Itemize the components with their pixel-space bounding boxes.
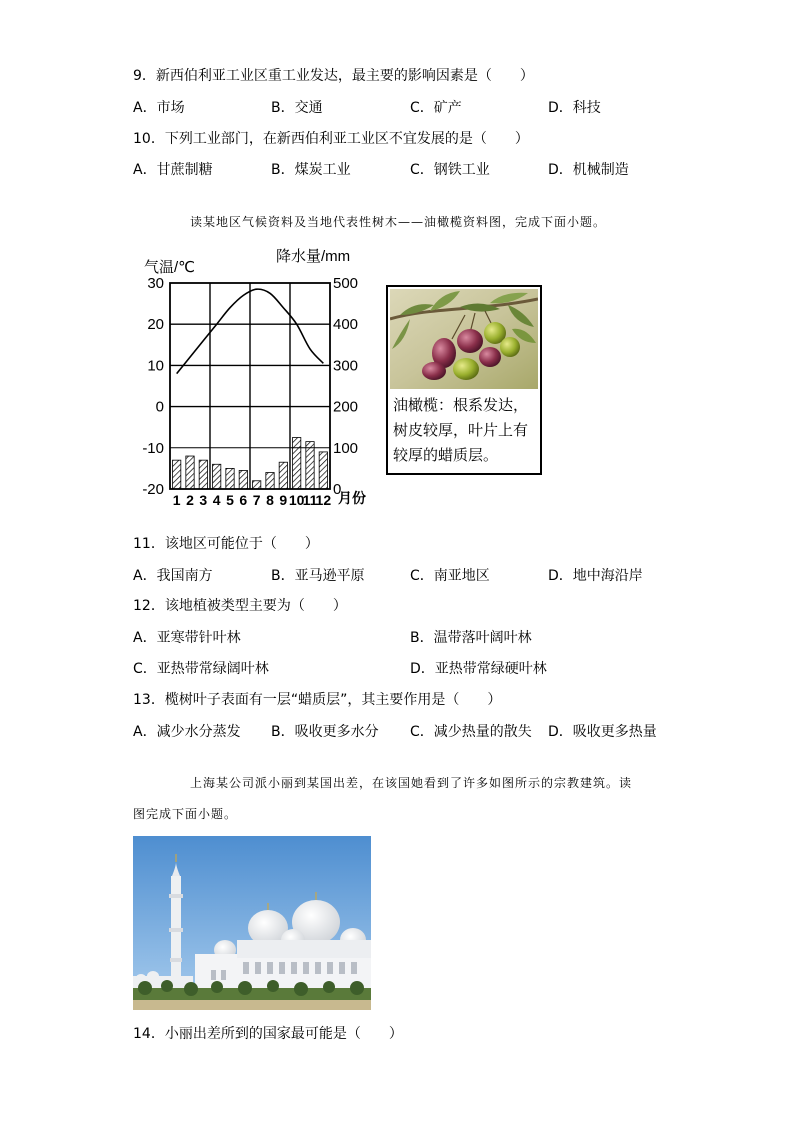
temp-tick-label: 0 — [155, 398, 164, 416]
month-tick-label: 5 — [226, 492, 234, 508]
month-tick-label: 4 — [212, 492, 221, 508]
olive-info-box — [386, 285, 542, 475]
temp-tick-label: -20 — [142, 481, 164, 498]
precip-tick-label: 400 — [333, 316, 359, 334]
temperature-axis-label: 气温/℃ — [144, 259, 196, 276]
month-tick-label: 3 — [199, 492, 208, 508]
q12-option-b[interactable]: B．温带落叶阔叶林 — [410, 630, 532, 646]
q10-option-a[interactable]: A．甘蔗制糖 — [133, 162, 213, 178]
precip-bar — [319, 452, 327, 489]
q12-option-d[interactable]: D．亚热带常绿硬叶林 — [410, 661, 547, 677]
precip-tick-label: 100 — [333, 439, 359, 457]
q9-option-d[interactable]: D．科技 — [548, 100, 601, 116]
q10-option-b[interactable]: B．煤炭工业 — [271, 162, 351, 178]
q10-option-d[interactable]: D．机械制造 — [548, 162, 629, 178]
question-9-stem: 9．新西伯利亚工业区重工业发达，最主要的影响因素是（ ） — [133, 68, 534, 84]
q13-option-c[interactable]: C．减少热量的散失 — [410, 724, 532, 740]
mosque-photo — [133, 836, 371, 1010]
month-tick-label: 2 — [186, 492, 194, 508]
month-tick-label: 8 — [266, 492, 274, 508]
precip-bar — [173, 460, 181, 489]
temp-tick-label: 30 — [147, 275, 164, 292]
temp-tick-label: -10 — [142, 439, 164, 457]
q13-option-d[interactable]: D．吸收更多热量 — [548, 724, 657, 740]
olive-caption: 油橄榄：根系发达，树皮较厚，叶片上有较厚的蜡质层。 — [393, 396, 529, 464]
month-tick-label: 6 — [239, 492, 248, 508]
precip-bar — [306, 442, 314, 489]
precip-bar — [293, 438, 301, 490]
month-tick-label: 1 — [172, 492, 181, 508]
question-13-stem: 13．榄树叶子表面有一层“蜡质层”，其主要作用是（ ） — [133, 692, 502, 708]
month-axis-label: 月份 — [338, 490, 366, 506]
precip-bar — [279, 462, 287, 489]
question-14-stem: 14．小丽出差所到的国家最可能是（ ） — [133, 1026, 403, 1042]
q11-option-b[interactable]: B．亚马逊平原 — [271, 568, 365, 584]
precip-tick-label: 200 — [333, 398, 359, 416]
q9-option-a[interactable]: A．市场 — [133, 100, 185, 116]
q12-option-a[interactable]: A．亚寒带针叶林 — [133, 630, 241, 646]
q11-option-a[interactable]: A．我国南方 — [133, 568, 213, 584]
precip-bar — [253, 481, 261, 489]
question-12-stem: 12．该地植被类型主要为（ ） — [133, 598, 347, 614]
month-tick-label: 7 — [252, 492, 261, 508]
question-11-stem: 11．该地区可能位于（ ） — [133, 536, 319, 552]
temp-tick-label: 10 — [147, 357, 164, 375]
temp-tick-label: 20 — [147, 316, 164, 334]
olive-photo — [390, 289, 538, 389]
precip-bar — [266, 473, 274, 489]
precip-bar — [226, 468, 234, 489]
q12-option-c[interactable]: C．亚热带常绿阔叶林 — [133, 661, 269, 677]
climate-chart — [138, 246, 378, 512]
month-tick-label: 9 — [279, 492, 288, 508]
mosque-intro-line2: 图完成下面小题。 — [133, 807, 238, 821]
month-tick-label: 10 — [288, 492, 305, 508]
q9-option-b[interactable]: B．交通 — [271, 100, 323, 116]
climate-intro: 读某地区气候资料及当地代表性树木——油橄榄资料图，完成下面小题。 — [190, 215, 607, 229]
precip-tick-label: 500 — [333, 275, 359, 292]
q13-option-a[interactable]: A．减少水分蒸发 — [133, 724, 241, 740]
precip-tick-label: 0 — [333, 481, 342, 498]
precip-bar — [186, 456, 194, 489]
q11-option-d[interactable]: D．地中海沿岸 — [548, 568, 643, 584]
precipitation-axis-label: 降水量/mm — [276, 248, 351, 265]
precip-tick-label: 300 — [333, 357, 359, 375]
precip-bar — [239, 470, 247, 489]
q9-option-c[interactable]: C．矿产 — [410, 100, 462, 116]
q10-option-c[interactable]: C．钢铁工业 — [410, 162, 490, 178]
precip-bar — [199, 460, 207, 489]
mosque-intro-line1: 上海某公司派小丽到某国出差，在该国她看到了许多如图所示的宗教建筑。读 — [190, 776, 633, 790]
precip-bar — [213, 464, 221, 489]
q11-option-c[interactable]: C．南亚地区 — [410, 568, 490, 584]
q13-option-b[interactable]: B．吸收更多水分 — [271, 724, 379, 740]
month-tick-label: 11 — [302, 492, 318, 508]
question-10-stem: 10．下列工业部门，在新西伯利亚工业区不宜发展的是（ ） — [133, 131, 529, 147]
month-tick-label: 12 — [315, 492, 332, 508]
